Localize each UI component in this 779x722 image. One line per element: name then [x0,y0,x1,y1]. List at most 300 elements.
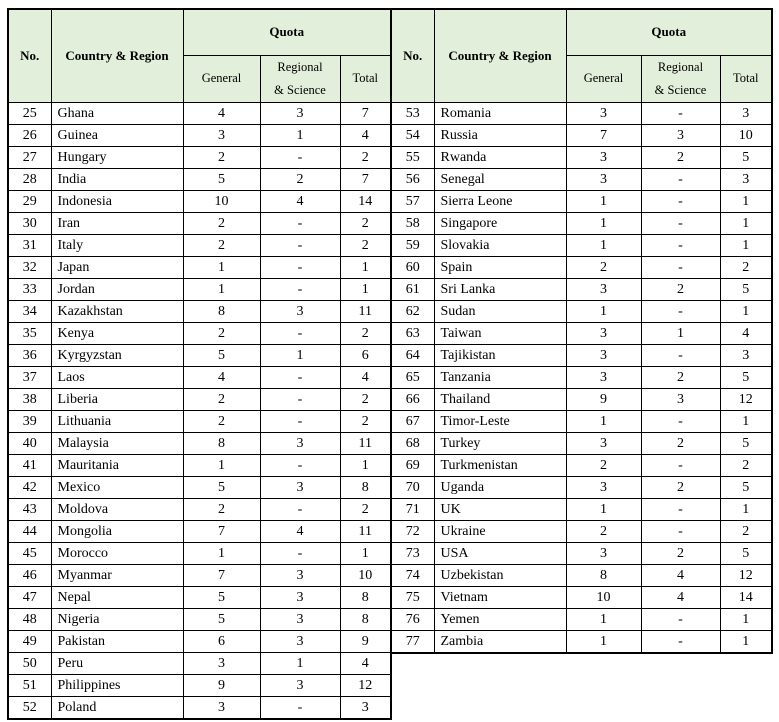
cell-no: 52 [8,696,51,719]
table-row [8,432,391,454]
cell-no: 40 [8,432,51,454]
cell-country: Nepal [51,586,183,608]
cell-country: Thailand [434,388,566,410]
cell-regional: 3 [260,102,340,124]
table-row [391,498,772,520]
cell-general: 1 [183,256,260,278]
cell-regional: 3 [260,586,340,608]
cell-country: Tanzania [434,366,566,388]
cell-country: Kyrgyzstan [51,344,183,366]
cell-no: 31 [8,234,51,256]
cell-no: 45 [8,542,51,564]
cell-total: 4 [720,322,772,344]
cell-regional: 3 [641,388,720,410]
cell-country: Turkmenistan [434,454,566,476]
cell-regional: 2 [641,432,720,454]
cell-general: 10 [566,586,641,608]
cell-no: 74 [391,564,434,586]
table-row [391,278,772,300]
cell-no: 56 [391,168,434,190]
cell-total: 3 [720,344,772,366]
cell-general: 2 [566,520,641,542]
cell-total: 1 [720,608,772,630]
cell-total: 1 [720,234,772,256]
cell-country: Slovakia [434,234,566,256]
cell-regional: 3 [260,608,340,630]
cell-total: 2 [340,498,391,520]
cell-general: 4 [183,366,260,388]
cell-regional: - [260,542,340,564]
cell-general: 1 [566,300,641,322]
cell-no: 30 [8,212,51,234]
cell-no: 73 [391,542,434,564]
table-row [8,168,391,190]
cell-general: 3 [566,168,641,190]
cell-country: Ukraine [434,520,566,542]
cell-regional: 4 [260,190,340,212]
cell-no: 66 [391,388,434,410]
cell-total: 1 [720,300,772,322]
table-row [8,674,391,696]
cell-total: 3 [340,696,391,719]
cell-general: 3 [566,322,641,344]
table-row [8,366,391,388]
cell-regional: - [641,608,720,630]
cell-no: 44 [8,520,51,542]
cell-no: 69 [391,454,434,476]
table-row [8,520,391,542]
table-row [8,278,391,300]
cell-country: Laos [51,366,183,388]
cell-country: Pakistan [51,630,183,652]
cell-total: 2 [340,212,391,234]
cell-total: 1 [720,410,772,432]
cell-total: 5 [720,366,772,388]
cell-no: 75 [391,586,434,608]
cell-no: 64 [391,344,434,366]
cell-country: Senegal [434,168,566,190]
cell-country: Lithuania [51,410,183,432]
header-total: Total [720,55,772,102]
header-quota: Quota [183,9,391,55]
cell-regional: 2 [641,146,720,168]
cell-country: Japan [51,256,183,278]
cell-total: 2 [720,454,772,476]
cell-no: 39 [8,410,51,432]
cell-country: Singapore [434,212,566,234]
cell-general: 9 [566,388,641,410]
cell-country: Ghana [51,102,183,124]
cell-no: 28 [8,168,51,190]
table-row [8,608,391,630]
cell-total: 2 [340,322,391,344]
table-row [391,586,772,608]
table-row [8,630,391,652]
cell-no: 33 [8,278,51,300]
header-regional-line2: & Science [654,82,707,97]
cell-general: 1 [566,630,641,653]
cell-general: 9 [183,674,260,696]
cell-regional: 4 [641,564,720,586]
cell-general: 5 [183,586,260,608]
cell-country: Tajikistan [434,344,566,366]
cell-general: 1 [183,454,260,476]
cell-regional: - [641,630,720,653]
cell-regional: - [260,498,340,520]
cell-country: Poland [51,696,183,719]
cell-country: Kazakhstan [51,300,183,322]
cell-total: 6 [340,344,391,366]
cell-total: 2 [340,234,391,256]
cell-total: 1 [340,278,391,300]
cell-general: 2 [183,212,260,234]
cell-total: 8 [340,586,391,608]
cell-general: 3 [183,696,260,719]
table-row [8,498,391,520]
table-row [8,146,391,168]
cell-general: 3 [566,344,641,366]
cell-general: 3 [566,542,641,564]
cell-general: 7 [183,564,260,586]
cell-no: 37 [8,366,51,388]
cell-country: Romania [434,102,566,124]
cell-country: Sierra Leone [434,190,566,212]
cell-country: Rwanda [434,146,566,168]
cell-general: 3 [183,124,260,146]
cell-country: Myanmar [51,564,183,586]
cell-regional: 4 [260,520,340,542]
cell-general: 1 [566,498,641,520]
cell-country: Italy [51,234,183,256]
cell-country: Mongolia [51,520,183,542]
cell-no: 55 [391,146,434,168]
cell-regional: - [641,520,720,542]
cell-country: Nigeria [51,608,183,630]
cell-no: 65 [391,366,434,388]
cell-regional: - [641,300,720,322]
cell-total: 12 [720,564,772,586]
cell-no: 72 [391,520,434,542]
table-row [391,454,772,476]
header-no: No. [8,9,51,102]
cell-no: 61 [391,278,434,300]
cell-country: Mexico [51,476,183,498]
cell-regional: - [641,410,720,432]
cell-regional: 1 [260,124,340,146]
cell-general: 1 [566,608,641,630]
cell-regional: - [260,278,340,300]
cell-total: 9 [340,630,391,652]
header-regional-line1: Regional [657,59,704,74]
table-row [391,608,772,630]
cell-regional: 4 [641,586,720,608]
cell-no: 49 [8,630,51,652]
cell-general: 5 [183,168,260,190]
table-row [391,322,772,344]
header-no: No. [391,9,434,102]
cell-country: India [51,168,183,190]
header-regional-science [260,55,340,102]
cell-total: 1 [720,630,772,653]
cell-no: 35 [8,322,51,344]
quota-table-right [390,8,773,654]
cell-country: Turkey [434,432,566,454]
table-row [391,300,772,322]
cell-no: 36 [8,344,51,366]
table-row [8,410,391,432]
cell-country: Uzbekistan [434,564,566,586]
table-row [391,520,772,542]
cell-country: Malaysia [51,432,183,454]
table-row [391,102,772,124]
table-row [8,212,391,234]
cell-country: Iran [51,212,183,234]
header-country-region: Country & Region [434,9,566,102]
cell-no: 50 [8,652,51,674]
cell-country: Spain [434,256,566,278]
header-regional-line1: Regional [277,59,323,74]
cell-total: 11 [340,300,391,322]
cell-general: 2 [566,256,641,278]
cell-no: 32 [8,256,51,278]
table-row [8,564,391,586]
cell-total: 10 [340,564,391,586]
table-row [391,212,772,234]
cell-general: 6 [183,630,260,652]
cell-country: Liberia [51,388,183,410]
cell-country: Yemen [434,608,566,630]
header-total: Total [340,55,391,102]
table-row [391,168,772,190]
table-row [391,190,772,212]
cell-country: Zambia [434,630,566,653]
cell-total: 3 [720,168,772,190]
cell-regional: - [260,388,340,410]
cell-regional: 3 [260,564,340,586]
cell-regional: 2 [260,168,340,190]
cell-general: 2 [183,388,260,410]
cell-no: 38 [8,388,51,410]
cell-country: Philippines [51,674,183,696]
cell-total: 7 [340,102,391,124]
cell-total: 3 [720,102,772,124]
cell-regional: - [641,454,720,476]
cell-general: 8 [183,432,260,454]
cell-regional: - [260,366,340,388]
cell-country: Taiwan [434,322,566,344]
cell-general: 5 [183,344,260,366]
cell-regional: - [260,454,340,476]
table-row [391,146,772,168]
cell-country: Mauritania [51,454,183,476]
cell-no: 26 [8,124,51,146]
header-regional-line2: & Science [274,82,326,97]
cell-general: 1 [183,278,260,300]
table-row [391,630,772,653]
table-row [391,344,772,366]
cell-total: 12 [720,388,772,410]
cell-general: 3 [566,102,641,124]
table-row [8,586,391,608]
cell-no: 67 [391,410,434,432]
table-row [8,454,391,476]
cell-regional: 1 [260,652,340,674]
cell-regional: 2 [641,366,720,388]
cell-regional: - [641,190,720,212]
cell-total: 1 [720,190,772,212]
table-row [391,124,772,146]
cell-general: 3 [566,146,641,168]
cell-total: 11 [340,520,391,542]
cell-country: Jordan [51,278,183,300]
cell-regional: - [641,234,720,256]
cell-regional: - [260,234,340,256]
table-row [8,124,391,146]
cell-general: 3 [183,652,260,674]
cell-general: 10 [183,190,260,212]
cell-total: 5 [720,542,772,564]
cell-general: 4 [183,102,260,124]
cell-general: 5 [183,476,260,498]
cell-general: 5 [183,608,260,630]
quota-table-left [7,8,392,720]
cell-no: 58 [391,212,434,234]
cell-country: Sudan [434,300,566,322]
cell-no: 53 [391,102,434,124]
cell-general: 2 [183,146,260,168]
cell-total: 1 [720,498,772,520]
cell-total: 2 [340,388,391,410]
cell-country: Indonesia [51,190,183,212]
cell-country: Kenya [51,322,183,344]
cell-regional: - [641,256,720,278]
cell-regional: - [260,146,340,168]
cell-regional: 3 [260,476,340,498]
cell-regional: 3 [260,674,340,696]
cell-total: 2 [340,146,391,168]
cell-total: 7 [340,168,391,190]
cell-general: 2 [183,322,260,344]
table-row [391,542,772,564]
cell-total: 2 [720,520,772,542]
cell-no: 59 [391,234,434,256]
cell-regional: - [260,212,340,234]
header-regional-science [641,55,720,102]
cell-no: 46 [8,564,51,586]
cell-general: 1 [566,410,641,432]
cell-total: 8 [340,476,391,498]
header-general: General [566,55,641,102]
cell-total: 5 [720,432,772,454]
cell-no: 63 [391,322,434,344]
cell-regional: - [641,102,720,124]
cell-no: 41 [8,454,51,476]
cell-general: 7 [566,124,641,146]
cell-regional: - [260,410,340,432]
cell-country: Peru [51,652,183,674]
cell-total: 4 [340,366,391,388]
cell-regional: - [641,212,720,234]
cell-no: 27 [8,146,51,168]
cell-no: 54 [391,124,434,146]
cell-no: 29 [8,190,51,212]
cell-no: 43 [8,498,51,520]
table-row [391,476,772,498]
cell-general: 8 [183,300,260,322]
cell-total: 5 [720,278,772,300]
cell-general: 8 [566,564,641,586]
cell-total: 1 [720,212,772,234]
table-row [8,476,391,498]
table-row [8,256,391,278]
cell-regional: 2 [641,542,720,564]
cell-no: 70 [391,476,434,498]
cell-total: 4 [340,652,391,674]
cell-general: 1 [183,542,260,564]
cell-regional: 3 [260,432,340,454]
table-row [8,190,391,212]
cell-total: 1 [340,454,391,476]
table-row [391,234,772,256]
cell-total: 2 [720,256,772,278]
cell-general: 1 [566,212,641,234]
table-row [8,542,391,564]
cell-country: Russia [434,124,566,146]
cell-regional: 3 [641,124,720,146]
cell-country: Sri Lanka [434,278,566,300]
cell-no: 60 [391,256,434,278]
cell-regional: - [641,344,720,366]
cell-regional: 3 [260,300,340,322]
cell-general: 3 [566,432,641,454]
table-row [8,696,391,719]
cell-regional: - [641,168,720,190]
cell-general: 2 [183,410,260,432]
table-row [391,256,772,278]
cell-country: Hungary [51,146,183,168]
cell-no: 57 [391,190,434,212]
header-quota: Quota [566,9,772,55]
cell-no: 71 [391,498,434,520]
cell-country: UK [434,498,566,520]
cell-regional: - [260,696,340,719]
cell-total: 11 [340,432,391,454]
cell-regional: - [260,256,340,278]
table-row [8,234,391,256]
cell-regional: 1 [260,344,340,366]
table-row [391,410,772,432]
table-row [8,300,391,322]
table-row [391,366,772,388]
cell-regional: 1 [641,322,720,344]
cell-country: USA [434,542,566,564]
cell-total: 8 [340,608,391,630]
cell-country: Uganda [434,476,566,498]
cell-no: 48 [8,608,51,630]
cell-general: 2 [183,498,260,520]
table-row [391,388,772,410]
cell-country: Morocco [51,542,183,564]
cell-total: 5 [720,146,772,168]
table-row [8,102,391,124]
cell-country: Guinea [51,124,183,146]
table-row [8,344,391,366]
cell-country: Moldova [51,498,183,520]
cell-total: 4 [340,124,391,146]
cell-no: 76 [391,608,434,630]
cell-no: 68 [391,432,434,454]
cell-country: Vietnam [434,586,566,608]
